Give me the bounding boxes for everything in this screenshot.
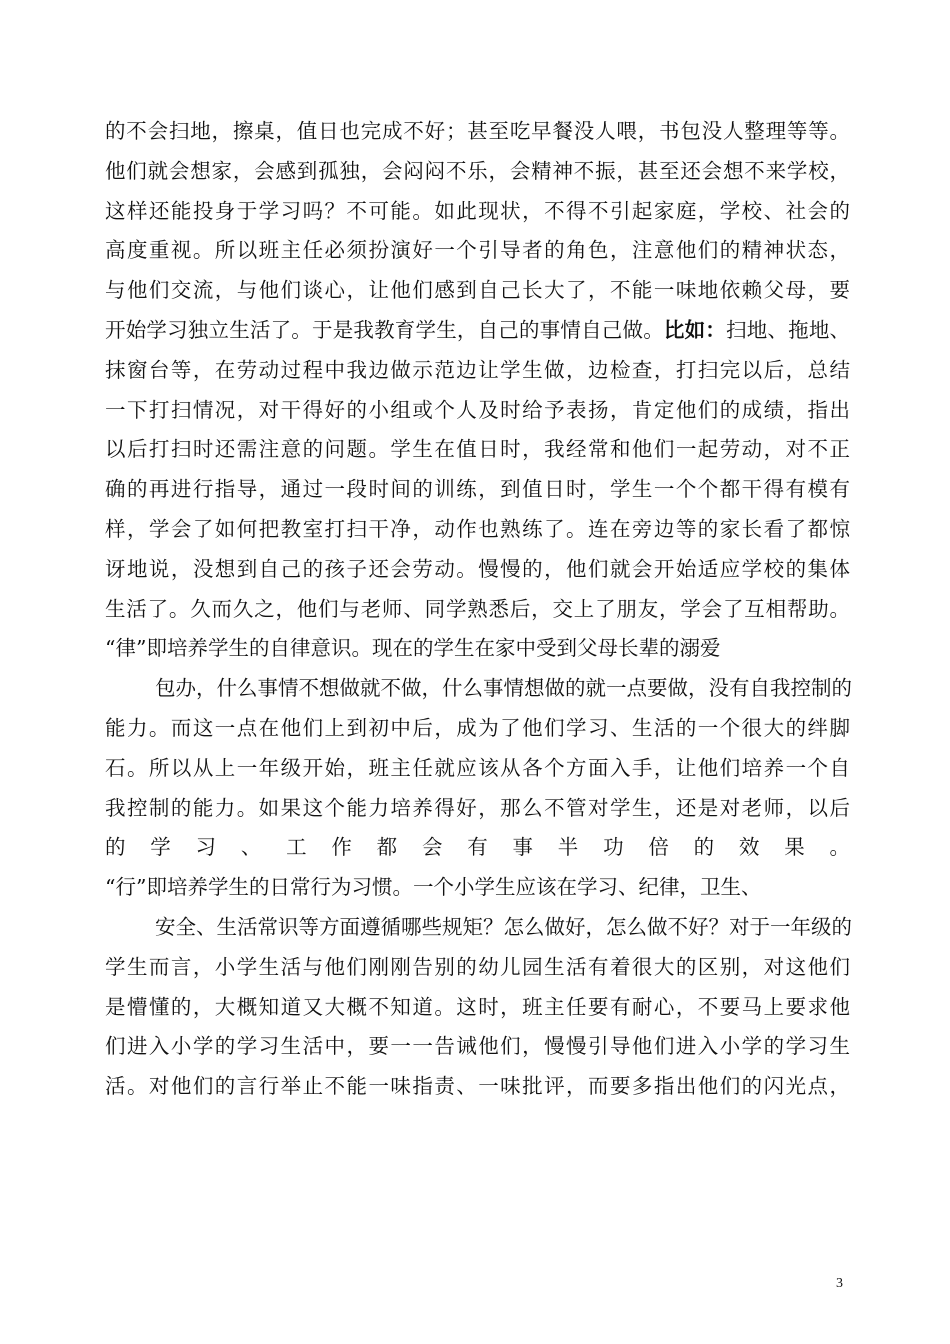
text-line: 确的再进行指导，通过一段时间的训练，到值日时，学生一个个都干得有模有: [105, 477, 850, 502]
text-line: 一下打扫情况，对干得好的小组或个人及时给予表扬，肯定他们的成绩，指出: [105, 397, 850, 422]
text-line: 活。对他们的言行举止不能一味指责、一味批评，而要多指出他们的闪光点，: [105, 1074, 850, 1099]
paragraph-start: 包办，什么事情不想做就不做，什么事情想做的就一点要做，没有自我控制的: [155, 676, 852, 701]
text-line: 样，学会了如何把教室打扫干净，动作也熟练了。连在旁边等的家长看了都惊: [105, 516, 850, 541]
text-segment: 开始学习独立生活了。于是我教育学生，自己的事情自己做。: [105, 317, 664, 342]
text-line: 能力。而这一点在他们上到初中后，成为了他们学习、生活的一个很大的绊脚: [105, 715, 850, 740]
text-line: 以后打扫时还需注意的问题。学生在值日时，我经常和他们一起劳动，对不正: [105, 437, 850, 462]
text-segment: 扫地、拖地、: [726, 317, 851, 342]
text-line: 他们就会想家，会感到孤独，会闷闷不乐，会精神不振，甚至还会想不来学校，: [105, 158, 850, 183]
text-line: “律”即培养学生的自律意识。现在的学生在家中受到父母长辈的溺爱: [105, 636, 721, 661]
text-line-with-bold: [105, 311, 850, 351]
bold-label: 比如：: [663, 317, 727, 342]
text-line: 学生而言，小学生活与他们刚刚告别的幼儿园生活有着很大的区别，对这他们: [105, 954, 850, 979]
body-text: [105, 112, 850, 1107]
text-line: 石。所以从上一年级开始，班主任就应该从各个方面入手，让他们培养一个自: [105, 755, 850, 780]
text-line: 我控制的能力。如果这个能力培养得好，那么不管对学生，还是对老师，以后: [105, 795, 850, 820]
text-line: 是懵懂的，大概知道又大概不知道。这时，班主任要有耐心，不要马上要求他: [105, 994, 850, 1019]
text-line: 这样还能投身于学习吗？不可能。如此现状，不得不引起家庭，学校、社会的: [105, 198, 850, 223]
text-line: 们进入小学的学习生活中，要一一告诫他们，慢慢引导他们进入小学的学习生: [105, 1034, 850, 1059]
text-line: 高度重视。所以班主任必须扮演好一个引导者的角色，注意他们的精神状态，: [105, 238, 850, 263]
paragraph-start: 安全、生活常识等方面遵循哪些规矩？怎么做好，怎么做不好？对于一年级的: [155, 914, 852, 939]
text-line: “行”即培养学生的日常行为习惯。一个小学生应该在学习、纪律，卫生、: [105, 875, 762, 900]
text-line: 抹窗台等，在劳动过程中我边做示范边让学生做，边检查，打扫完以后，总结: [105, 357, 850, 382]
text-line: 的不会扫地，擦桌，值日也完成不好；甚至吃早餐没人喂，书包没人整理等等。: [105, 119, 850, 143]
text-line: 的学习、工作都会有事半功倍的效果。: [105, 835, 850, 860]
text-line: 与他们交流，与他们谈心，让他们感到自己长大了，不能一味地依赖父母，要: [105, 278, 850, 303]
text-line: 讶地说，没想到自己的孩子还会劳动。慢慢的，他们就会开始适应学校的集体: [105, 556, 850, 581]
text-line: 生活了。久而久之，他们与老师、同学熟悉后，交上了朋友，学会了互相帮助。: [105, 596, 850, 621]
page-number: 3: [836, 1276, 843, 1291]
